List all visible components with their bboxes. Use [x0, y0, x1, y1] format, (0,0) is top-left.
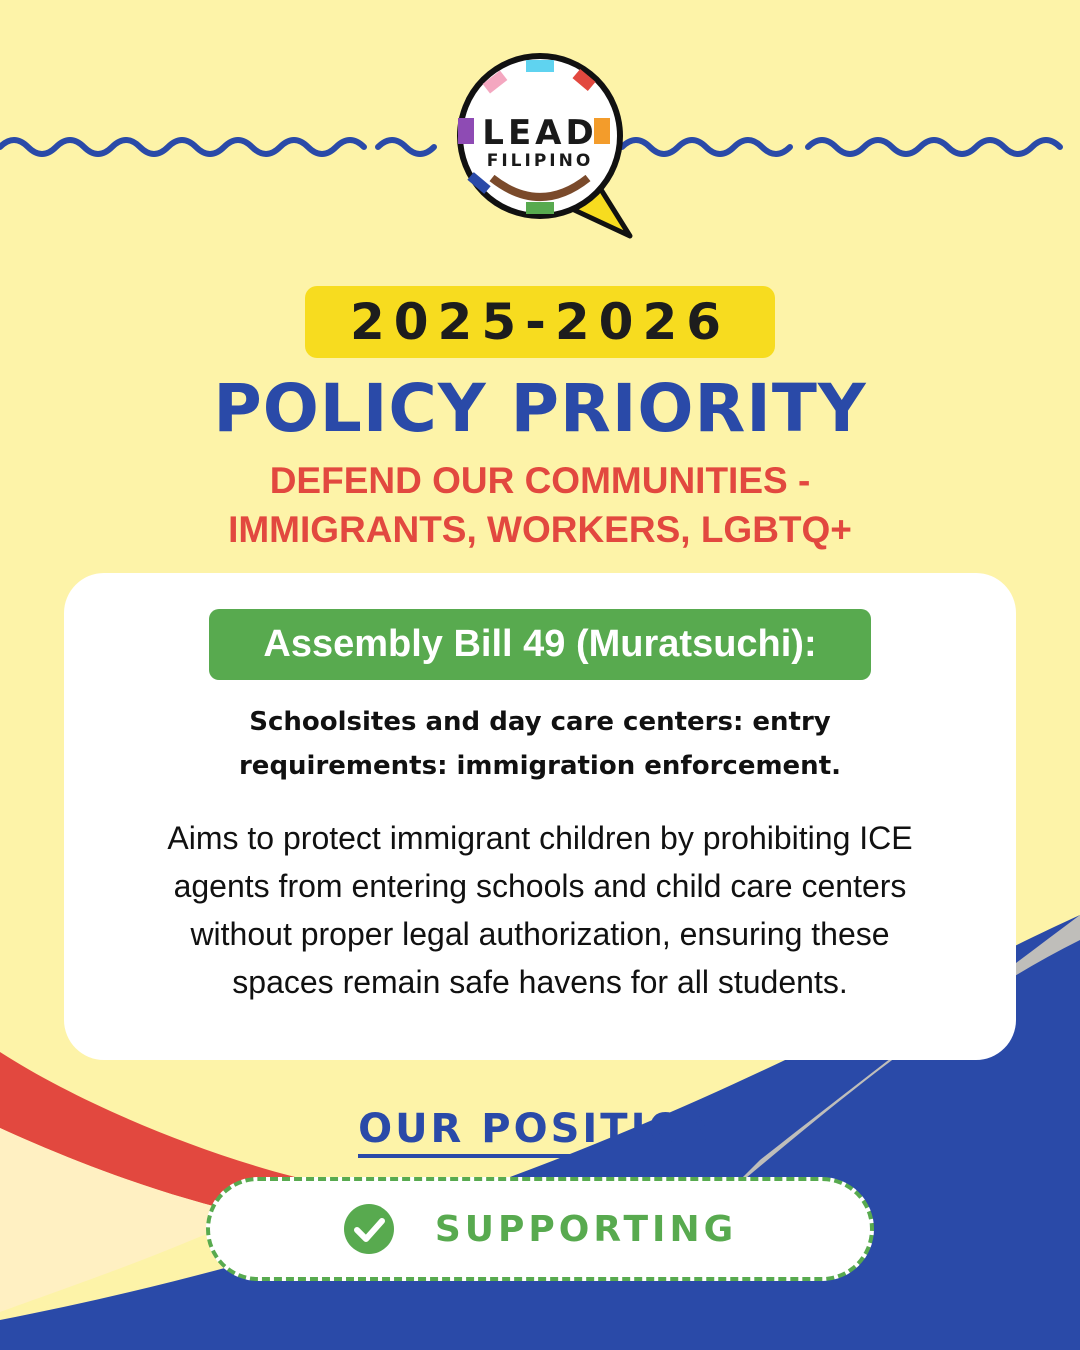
subtitle: [90, 456, 990, 554]
page-title: POLICY PRIORITY: [213, 370, 867, 447]
bill-description-line: without proper legal authorization, ensuring these: [190, 916, 890, 952]
logo-word-filipino: FILIPINO: [486, 151, 594, 171]
subtitle-line: DEFEND OUR COMMUNITIES -: [269, 460, 811, 501]
check-circle-icon: [343, 1203, 395, 1255]
bill-title-line: Schoolsites and day care centers: entry: [249, 707, 831, 737]
squiggle-right-b: [808, 140, 1060, 154]
bill-description-line: Aims to protect immigrant children by prohibiting ICE: [167, 820, 913, 856]
logo-word-lead: LEAD: [482, 113, 598, 153]
squiggle-left: [0, 140, 364, 154]
bill-name-badge: Assembly Bill 49 (Muratsuchi):: [209, 609, 871, 680]
bill-title: [120, 700, 960, 788]
bill-description-line: agents from entering schools and child care centers: [173, 868, 907, 904]
squiggle-mid: [378, 140, 434, 154]
speech-bubble-logo-icon: [440, 48, 640, 240]
status-badge: [206, 1177, 874, 1281]
squiggle-right-a: [622, 140, 790, 154]
bill-description: [100, 814, 980, 1006]
bill-description-line: spaces remain safe havens for all students.: [232, 964, 848, 1000]
year-badge: 2025-2026: [305, 286, 775, 358]
position-heading: [0, 1106, 1080, 1152]
subtitle-line: IMMIGRANTS, WORKERS, LGBTQ+: [228, 509, 852, 550]
position-heading-text: OUR POSITION: [358, 1106, 722, 1158]
status-label: SUPPORTING: [434, 1208, 738, 1250]
bill-title-line: requirements: immigration enforcement.: [238, 751, 841, 781]
